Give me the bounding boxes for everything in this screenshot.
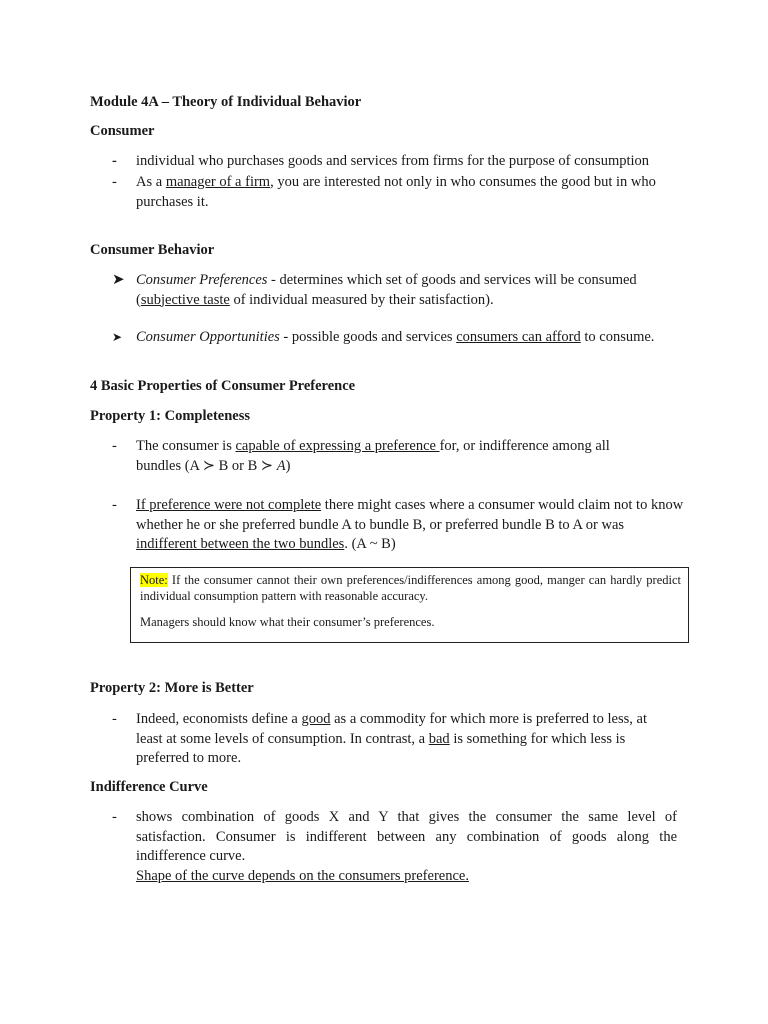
subjective-taste-underline: subjective taste [140, 291, 230, 308]
shape-of-curve-underline: Shape of the curve depends on the consumers preference. [136, 867, 469, 884]
more-is-better-text: Indeed, economists define a good as a commodity for which more is preferred to less, at least at some levels of consumption. In contrast, a bad is something for which less is preferred to more. [136, 711, 647, 766]
completeness-text-2: If preference were not complete there might cases where a consumer would claim not to know whether he or she preferred bundle A to bundle B, or preferred bundle B to A or was indifferent between the two bundles. (A ~ B) [136, 497, 684, 552]
not-complete-underline: If preference were not complete [136, 497, 322, 513]
arrow-bullet-icon: ➤ [112, 330, 123, 344]
indifferent-underline: indifferent between the two bundles [136, 536, 345, 552]
note-box [130, 567, 689, 643]
manager-of-firm-underline: manager of a firm [165, 174, 271, 190]
property2-heading: Property 2: More is Better [90, 680, 254, 696]
consumer-manager-text: As a manager of a firm, you are interested not only in who consumes the good but in who purchases it. [136, 174, 656, 210]
arrow-bullet-icon: ➤ [112, 272, 125, 288]
consumer-definition-text: individual who purchases goods and services from firms for the purpose of consumption [136, 153, 650, 169]
consumers-can-afford-underline: consumers can afford [456, 329, 581, 345]
good-underline: good [301, 711, 331, 727]
consumer-opportunities-term: Consumer Opportunities [136, 329, 280, 345]
bullet-dash: - [112, 809, 117, 825]
consumer-preferences-term: Consumer Preferences [136, 272, 268, 288]
bad-underline: bad [428, 730, 450, 747]
consumer-behavior-heading: Consumer Behavior [90, 242, 215, 258]
note-label: Note: [140, 573, 168, 587]
indifference-curve-text: shows combination of goods X and Y that gives the consumer the same level of satisfaction. Consumer is indifferent between any combination of goods along the indifference curve. Shape of the curve depends on the consumers preference. [136, 809, 677, 884]
bullet-dash: - [112, 438, 117, 454]
bullet-dash: - [112, 497, 117, 513]
note-text: Note: If the consumer cannot their own preferences/indifferences among good, manger can hardly predict individual consumption pattern with reasonable accuracy. [140, 573, 681, 603]
consumer-opportunities-text: Consumer Opportunities - possible goods and services consumers can afford to consume. [136, 329, 655, 345]
consumer-preferences-text: Consumer Preferences - determines which set of goods and services will be consumed (subjective taste of individual measured by their satisfaction). [136, 272, 637, 308]
bullet-dash: - [112, 153, 117, 169]
bullet-dash: - [112, 711, 117, 727]
completeness-text-1: The consumer is capable of expressing a preference for, or indifference among all bundles (A ≻ B or B ≻ A) [136, 438, 610, 474]
properties-heading: 4 Basic Properties of Consumer Preference [90, 378, 356, 394]
property1-heading: Property 1: Completeness [90, 408, 251, 424]
capable-of-expressing-underline: capable of expressing a preference [235, 438, 440, 454]
note-text-2: Managers should know what their consumer’s preferences. [140, 615, 435, 629]
bullet-dash: - [112, 174, 117, 190]
consumer-heading: Consumer [90, 123, 155, 139]
indifference-curve-heading: Indifference Curve [90, 779, 208, 795]
page-title: Module 4A – Theory of Individual Behavior [90, 94, 362, 110]
